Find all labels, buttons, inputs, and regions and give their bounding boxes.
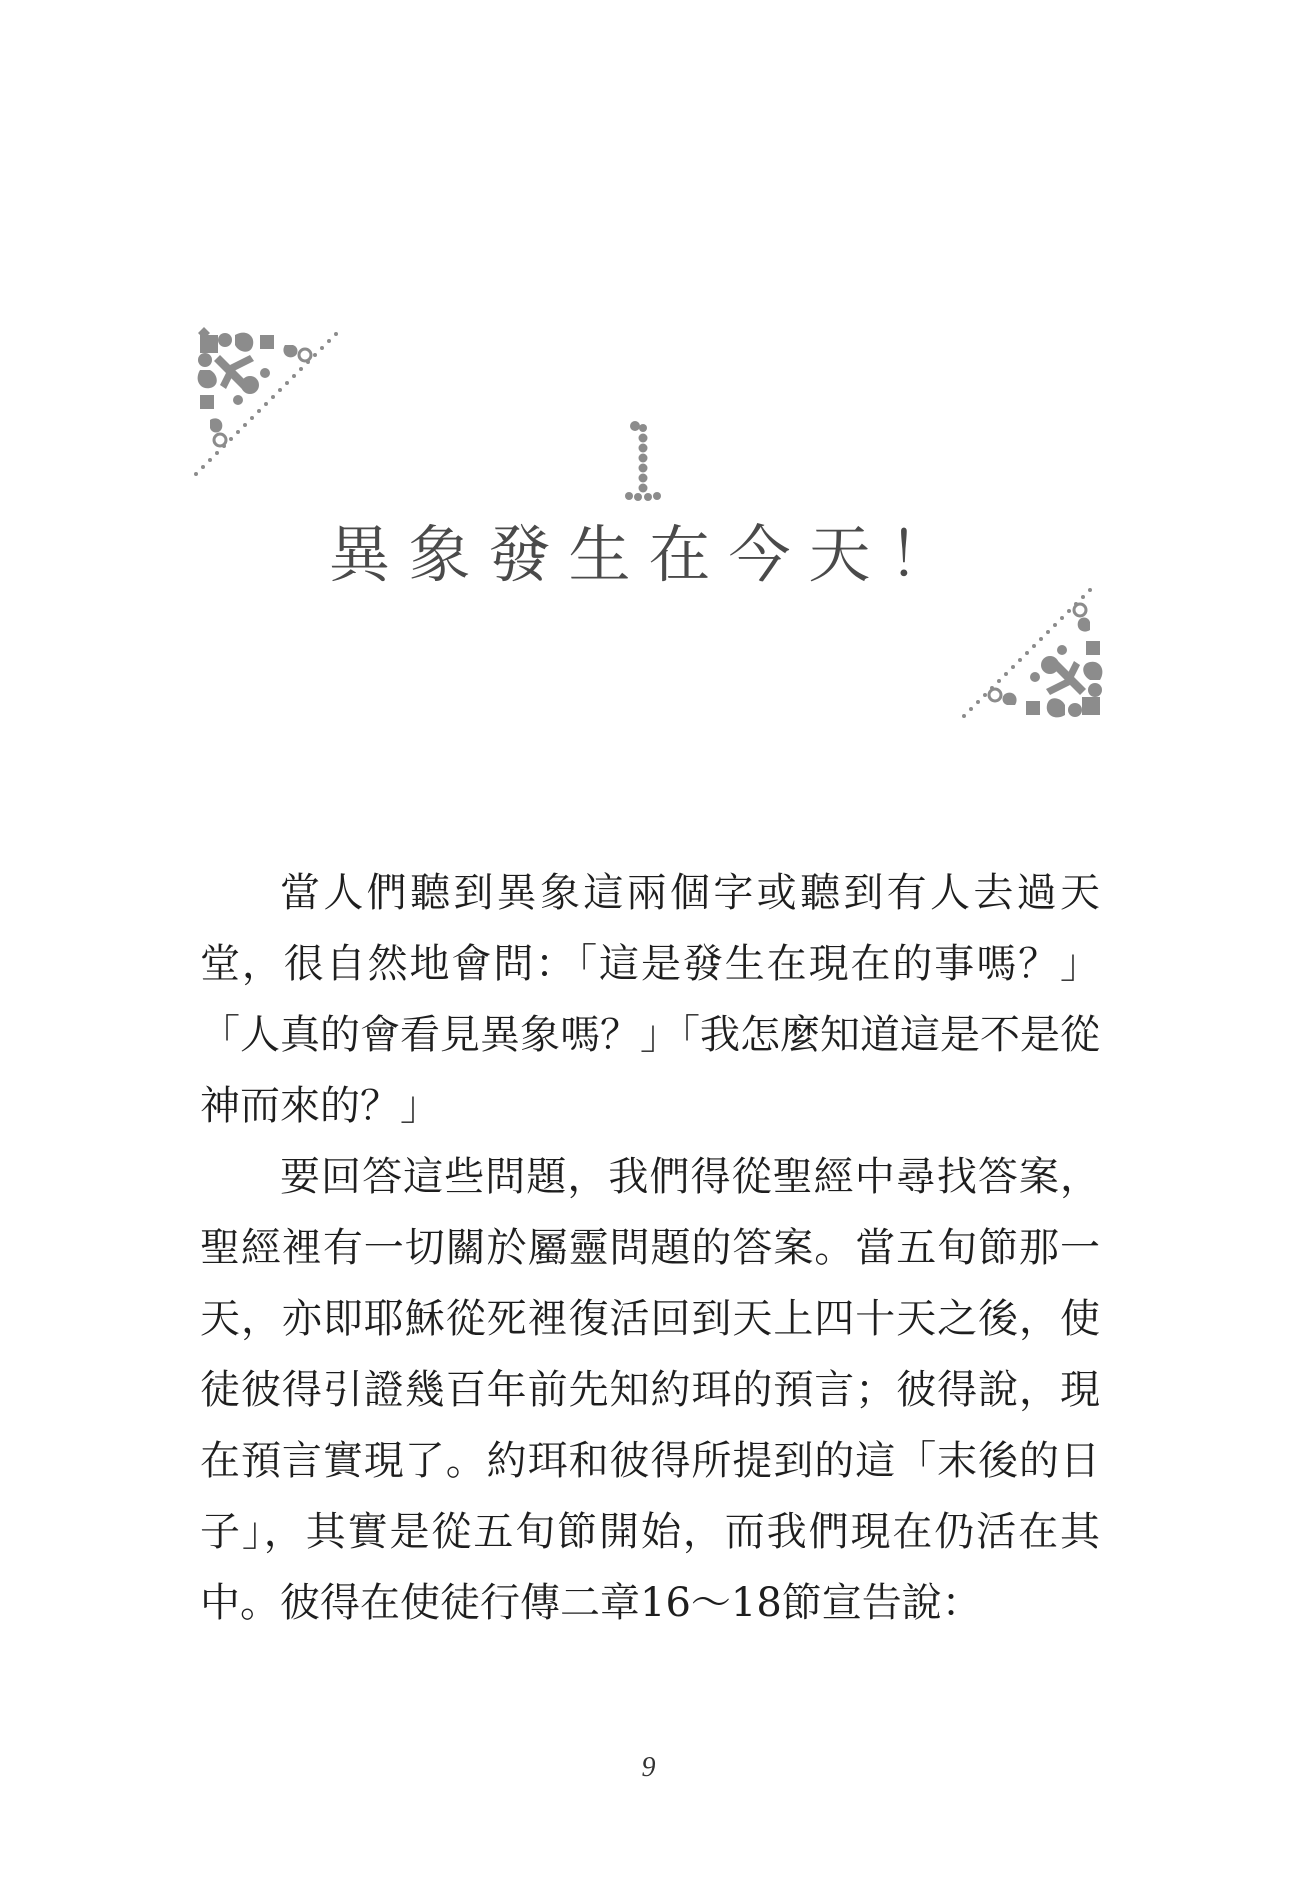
chapter-number-ornament	[621, 420, 661, 502]
top-left-floral-ornament	[190, 325, 350, 485]
paragraph-2: 要回答這些問題，我們得從聖經中尋找答案，聖經裡有一切關於屬靈問題的答案。當五旬節那一天，亦即耶穌從死裡復活回到天上四十天之後，使徒彼得引證幾百年前先知約珥的預言；彼得說，現在預言實現了。約珥和彼得所提到的這「末後的日子」，其實是從五旬節開始，而我們現在仍活在其中。彼得在使徒行傳二章16～18節宣告說：	[200, 1154, 1100, 1626]
bottom-right-floral-ornament	[950, 565, 1110, 725]
chapter-title: 異象發生在今天！	[328, 518, 969, 591]
page-number: 9	[641, 1752, 656, 1783]
body-text	[200, 858, 1100, 1639]
paragraph-1: 當人們聽到異象這兩個字或聽到有人去過天堂，很自然地會問：「這是發生在現在的事嗎？」「人真的會看見異象嗎？」「我怎麼知道這是不是從神而來的？」	[200, 870, 1100, 1129]
